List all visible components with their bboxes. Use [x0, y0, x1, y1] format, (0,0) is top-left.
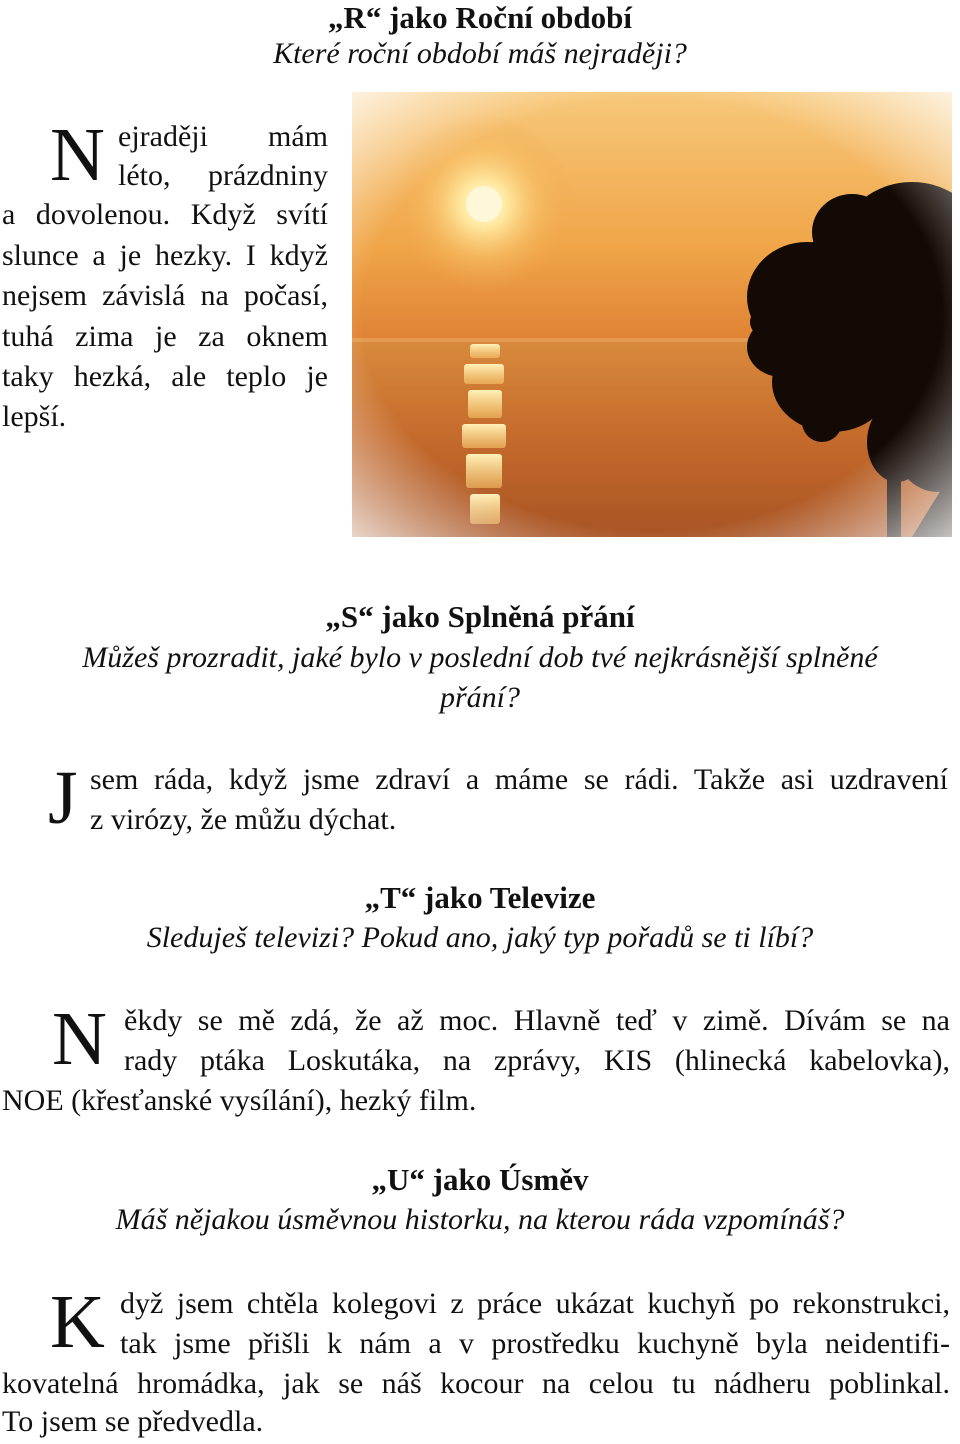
section-s-heading: „S“ jako Splněná přání — [325, 599, 635, 634]
section-s-question-line-1: Můžeš prozradit, jaké bylo v poslední dob tvé nejkrásnější splněné — [82, 641, 878, 674]
section-u-line-4: To jsem se předvedla. — [2, 1405, 264, 1438]
section-u-line-3: kovatelná hromádka, jak se náš kocour na celou tu nádheru poblinkal. — [2, 1367, 950, 1400]
section-s-question-line-2: přání? — [439, 681, 520, 714]
section-r-line-8: lepší. — [2, 400, 67, 433]
section-u-heading: „U“ jako Úsměv — [371, 1162, 589, 1197]
sun — [466, 186, 502, 222]
section-s-line-2: z virózy, že můžu dýchat. — [90, 803, 397, 836]
section-r-line-3: a dovolenou. Když svítí — [2, 198, 328, 231]
section-t-drop-cap: N — [52, 997, 107, 1081]
section-r-line-4: slunce a je hezky. I když — [2, 239, 328, 272]
sunset-over-sea-photo — [352, 92, 952, 537]
section-r-line-1: ejraději mám — [118, 120, 328, 153]
section-r-line-6: tuhá zima je za oknem — [2, 320, 328, 353]
section-r-line-7: taky hezká, ale teplo je — [2, 360, 328, 393]
section-s-drop-cap: J — [48, 756, 78, 840]
section-s-line-1: sem ráda, když jsme zdraví a máme se rádi. Takže asi uzdravení — [90, 763, 948, 796]
section-u-drop-cap: K — [50, 1280, 105, 1364]
section-t-question: Sleduješ televizi? Pokud ano, jaký typ pořadů se ti líbí? — [146, 921, 814, 954]
section-r-drop-cap: N — [50, 113, 105, 197]
section-t-line-1: ěkdy se mě zdá, že až moc. Hlavně teď v zimě. Dívám se na — [124, 1004, 950, 1037]
section-t-heading: „T“ jako Televize — [364, 880, 596, 915]
section-r-question: Které roční období máš nejraději? — [273, 37, 687, 70]
section-u-line-1: dyž jsem chtěla kolegovi z práce ukázat kuchyň po rekonstrukci, — [120, 1287, 950, 1320]
section-r-line-2: léto, prázdniny — [118, 159, 328, 192]
section-r-line-5: nejsem závislá na počasí, — [2, 279, 328, 312]
section-r-heading: „R“ jako Roční období — [327, 0, 633, 35]
section-t-line-3: NOE (křesťanské vysílání), hezký film. — [2, 1084, 477, 1117]
section-u-line-2: tak jsme přišli k nám a v prostředku kuchyně byla neidentifi- — [120, 1327, 950, 1360]
section-t-line-2: rady ptáka Loskutáka, na zprávy, KIS (hlinecká kabelovka), — [124, 1044, 950, 1077]
section-u-question: Máš nějakou úsměvnou historku, na kterou ráda vzpomínáš? — [115, 1203, 845, 1236]
